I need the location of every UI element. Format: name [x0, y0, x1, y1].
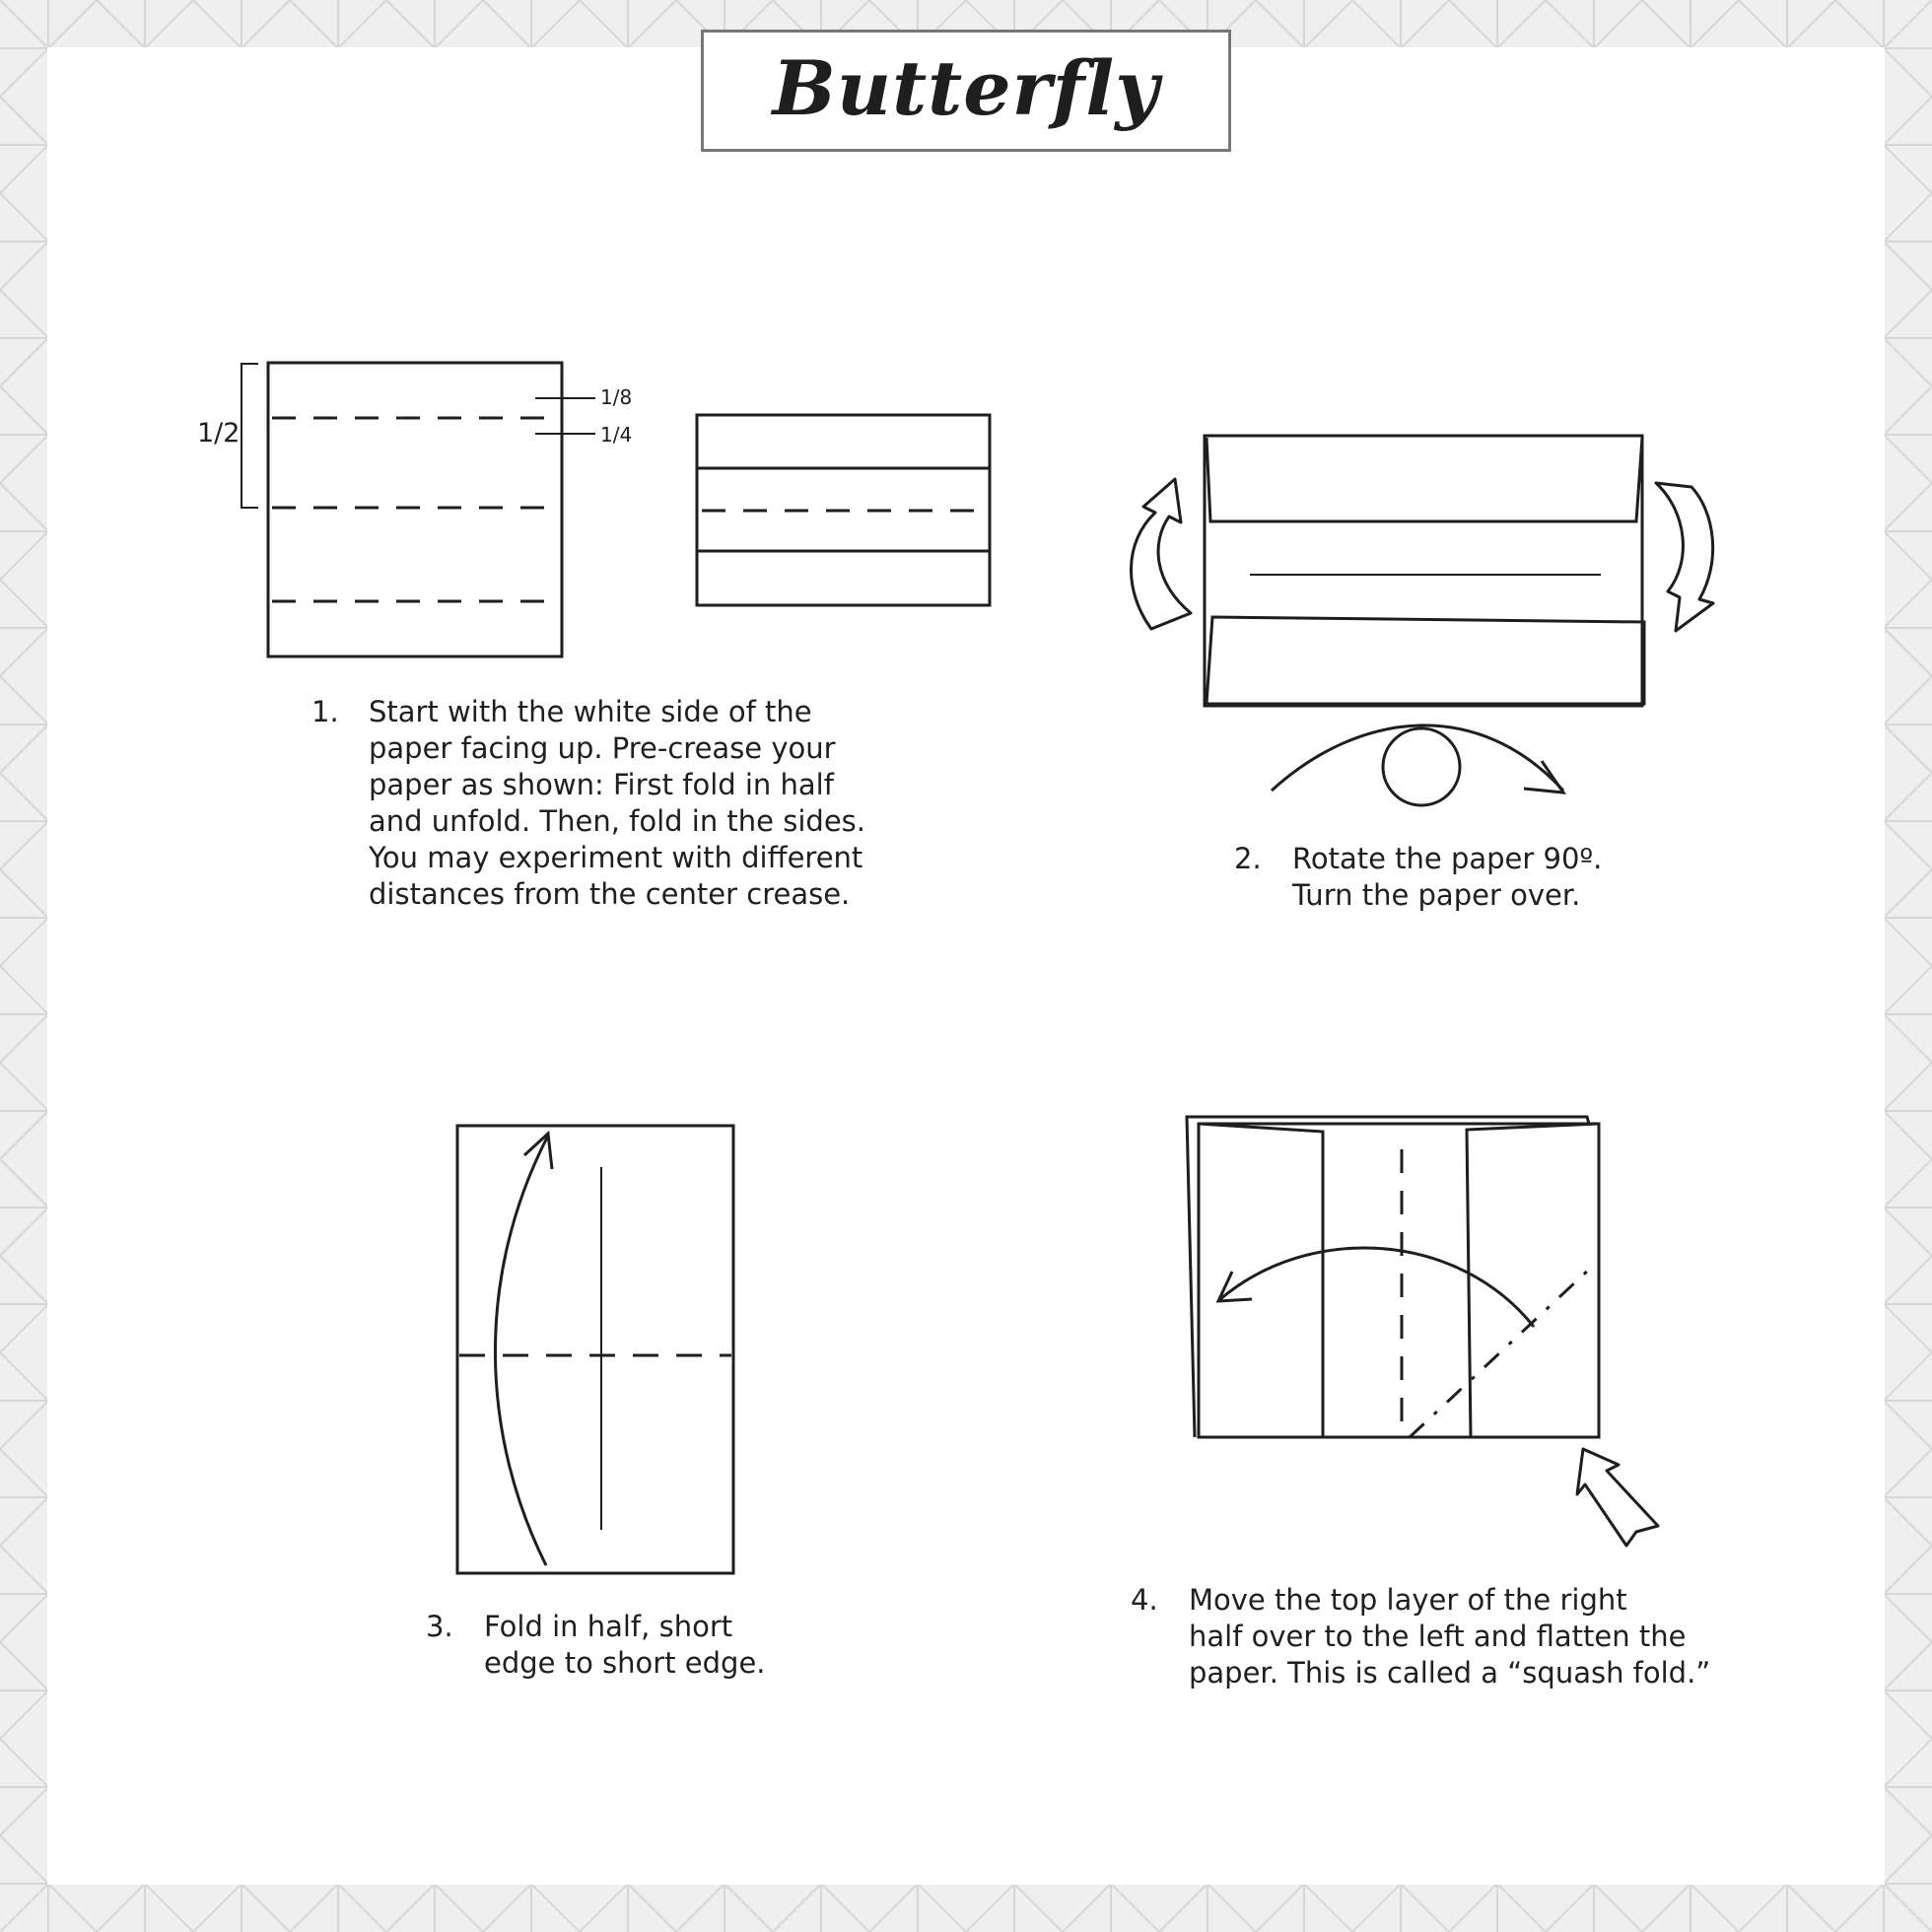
step2-diagram	[1131, 436, 1713, 805]
step4-instructions: Move the top layer of the right half over to the left and flatten the paper. This is called a “squash fold.”	[1189, 1583, 1711, 1690]
step4-pointer-arrow-icon	[1577, 1449, 1658, 1546]
step4-squash-arrow	[1220, 1248, 1534, 1327]
step1-instructions: Start with the white side of the paper facing up. Pre-crease your paper as shown: First fold in half and unfold. Then, fold in the sides. You may experiment with different distances from the center crease.	[369, 695, 865, 911]
step2-number: 2.	[1234, 842, 1262, 875]
step3-caption	[426, 1609, 800, 1688]
step4-right-flap	[1467, 1124, 1599, 1437]
step1-label-eighth: 1/8	[600, 385, 633, 409]
step1-number: 1.	[311, 695, 339, 728]
step1-caption	[311, 694, 923, 921]
step2-instructions: Rotate the paper 90º. Turn the paper over.	[1292, 842, 1603, 912]
step4-number: 4.	[1131, 1583, 1158, 1617]
step1-label-half: 1/2	[197, 418, 241, 448]
step3-rectangle	[457, 1126, 733, 1573]
step4-left-flap	[1199, 1124, 1323, 1437]
step1-folded-diagram	[697, 415, 990, 605]
step4-caption	[1131, 1582, 1742, 1695]
step3-instructions: Fold in half, short edge to short edge.	[484, 1610, 766, 1680]
step1-label-quarter: 1/4	[600, 423, 633, 447]
step3-number: 3.	[426, 1610, 453, 1643]
step2-rotate-arrow-left-icon	[1131, 479, 1191, 629]
step3-fold-arrow	[495, 1136, 548, 1565]
step2-caption	[1234, 841, 1648, 920]
step4-back-layer	[1187, 1117, 1589, 1437]
page-title: Butterfly	[772, 43, 1160, 132]
step2-rotate-arrow-right-icon	[1656, 483, 1713, 631]
step2-turn-over-circle-icon	[1383, 728, 1460, 805]
step4-diagram	[1187, 1117, 1658, 1546]
step4-rectangle	[1199, 1124, 1599, 1437]
step2-rectangle	[1205, 436, 1642, 706]
step2-bottom-flap	[1207, 617, 1644, 704]
step1-square	[268, 363, 562, 656]
step3-fold-arrowhead-icon	[524, 1134, 552, 1169]
step1-square-diagram	[197, 363, 632, 656]
step2-turn-over-arrowhead	[1524, 761, 1563, 793]
step2-turn-over-arc	[1272, 725, 1563, 791]
step3-diagram	[457, 1126, 733, 1573]
step1-half-bracket	[242, 364, 258, 508]
step2-top-flap	[1207, 438, 1642, 521]
